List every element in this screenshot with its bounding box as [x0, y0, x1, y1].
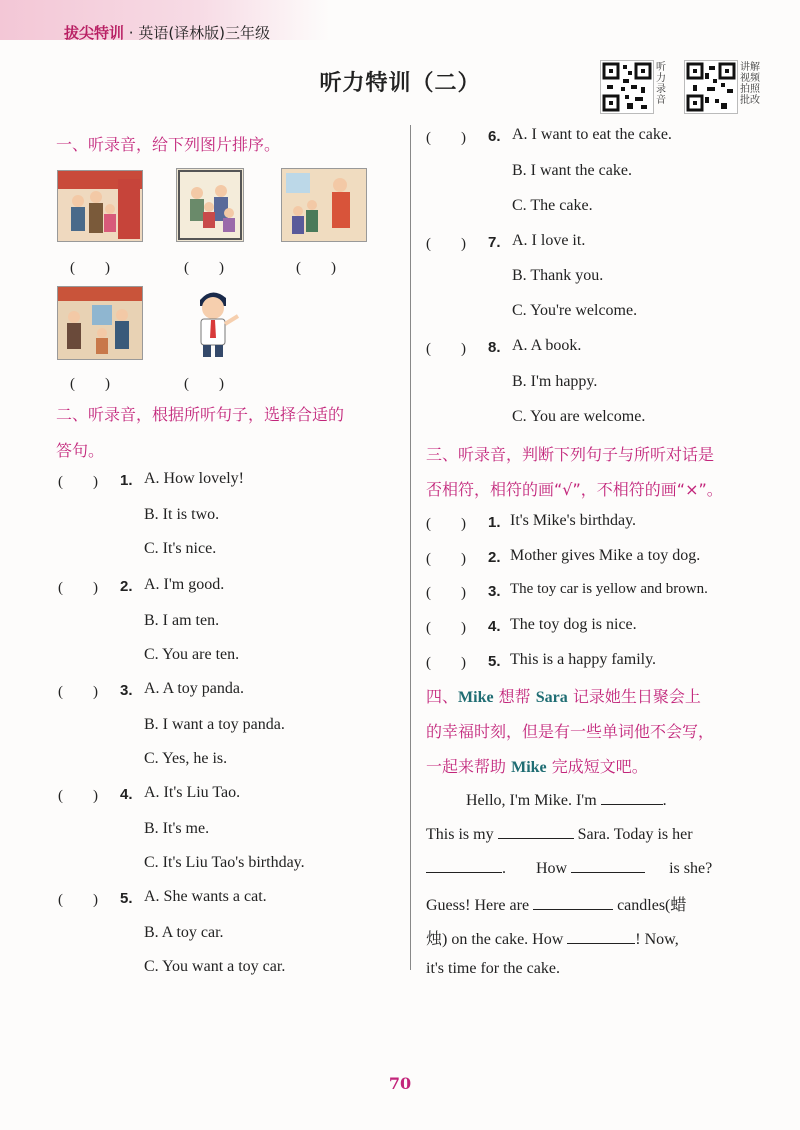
item-number: 3. — [488, 583, 501, 600]
section4-heading-part: 想帮 — [493, 687, 536, 706]
picture-family-street — [57, 170, 143, 242]
option-a: A. She wants a cat. — [144, 888, 267, 905]
question-number: 7. — [488, 234, 501, 251]
answer-paren[interactable]: ( ) — [58, 788, 98, 804]
picture-boy-pointing — [186, 286, 242, 358]
section2-heading: 二、听录音，根据所听句子，选择合适的 — [56, 405, 345, 424]
passage-line-4 — [426, 892, 686, 915]
option-b: B. I am ten. — [144, 612, 220, 629]
section4-heading-line2: 的幸福时刻，但是有一些单词他不会写， — [426, 722, 715, 741]
section4-heading-line3 — [426, 754, 648, 777]
answer-paren[interactable]: ( ) — [426, 620, 466, 636]
option-a: A. A book. — [512, 337, 582, 354]
passage-line-2 — [426, 824, 693, 844]
option-c: C. You're welcome. — [512, 302, 638, 319]
series-title — [64, 22, 270, 43]
section4-heading-part: 一起来帮助 — [426, 757, 512, 776]
qr-video-label: 讲解视频拍照批改 — [740, 62, 760, 106]
question-number: 6. — [488, 128, 501, 145]
answer-paren[interactable]: ( ) — [426, 236, 466, 252]
blank-6[interactable] — [567, 929, 635, 944]
option-a: A. How lovely! — [144, 470, 244, 487]
answer-paren[interactable]: ( ) — [58, 580, 98, 596]
answer-paren[interactable]: ( ) — [426, 130, 466, 146]
answer-paren-pic2[interactable]: ( ) — [184, 260, 224, 276]
option-a: A. I love it. — [512, 232, 586, 249]
name-sara: Sara — [535, 689, 568, 706]
blank-3[interactable] — [426, 858, 502, 873]
blank-2[interactable] — [498, 824, 574, 839]
passage-text: Hello, I'm Mike. I'm — [466, 792, 597, 809]
name-mike: Mike — [511, 759, 547, 776]
section4-heading — [426, 684, 701, 707]
answer-paren-pic1[interactable]: ( ) — [70, 260, 110, 276]
passage-line-3 — [426, 858, 712, 878]
passage-line-6: it's time for the cake. — [426, 960, 560, 977]
name-mike: Mike — [458, 689, 494, 706]
item-number: 1. — [488, 514, 501, 531]
option-a: A. I'm good. — [144, 576, 225, 593]
answer-paren-pic4[interactable]: ( ) — [70, 376, 110, 392]
option-c: C. It's Liu Tao's birthday. — [144, 854, 305, 871]
answer-paren[interactable]: ( ) — [58, 684, 98, 700]
answer-paren[interactable]: ( ) — [426, 655, 466, 671]
option-b: B. Thank you. — [512, 267, 604, 284]
picture-family-photo — [176, 168, 244, 242]
statement: This is a happy family. — [510, 651, 657, 668]
blank-5[interactable] — [533, 895, 613, 910]
statement: The toy dog is nice. — [510, 616, 637, 633]
section2-heading-cont: 答句。 — [56, 441, 105, 460]
option-a: A. It's Liu Tao. — [144, 784, 241, 801]
passage-text: Guess! Here are — [426, 897, 530, 914]
answer-paren-pic5[interactable]: ( ) — [184, 376, 224, 392]
qr-audio-label: 听力录音 — [656, 62, 666, 106]
qr-icon — [685, 61, 737, 113]
option-c: C. You are ten. — [144, 646, 240, 663]
series-brand: 拔尖特训 — [64, 24, 125, 42]
answer-paren[interactable]: ( ) — [426, 341, 466, 357]
answer-paren[interactable]: ( ) — [426, 516, 466, 532]
answer-paren[interactable]: ( ) — [426, 551, 466, 567]
page-title: 听力特训（二） — [319, 71, 481, 96]
picture-family-shop — [57, 286, 143, 360]
statement: The toy car is yellow and brown. — [510, 581, 708, 597]
passage-text: . — [662, 792, 667, 809]
section4-heading-part: 完成短文吧。 — [546, 757, 648, 776]
option-b: B. I want a toy panda. — [144, 716, 285, 733]
option-b: B. I want the cake. — [512, 162, 632, 179]
item-number: 4. — [488, 618, 501, 635]
option-b: B. It is two. — [144, 506, 220, 523]
passage-text: Sara. Today is her — [577, 826, 693, 843]
option-a: A. I want to eat the cake. — [512, 126, 672, 143]
statement: It's Mike's birthday. — [510, 512, 637, 529]
answer-paren[interactable]: ( ) — [58, 892, 98, 908]
question-number: 4. — [120, 786, 133, 803]
blank-4[interactable] — [571, 858, 645, 873]
question-number: 3. — [120, 682, 133, 699]
qr-icon — [601, 61, 653, 113]
qr-code-audio[interactable] — [600, 60, 654, 114]
passage-text: 烛) on the cake. How — [426, 931, 564, 948]
option-c: C. Yes, he is. — [144, 750, 228, 767]
option-b: B. I'm happy. — [512, 373, 598, 390]
section1-heading: 一、听录音，给下列图片排序。 — [56, 135, 281, 154]
statement: Mother gives Mike a toy dog. — [510, 547, 701, 564]
item-number: 2. — [488, 549, 501, 566]
option-c: C. The cake. — [512, 197, 593, 214]
answer-paren[interactable]: ( ) — [426, 585, 466, 601]
section4-heading-part: 记录她生日聚会上 — [567, 687, 701, 706]
question-number: 8. — [488, 339, 501, 356]
option-b: B. A toy car. — [144, 924, 224, 941]
passage-text: This is my — [426, 826, 494, 843]
option-c: C. It's nice. — [144, 540, 217, 557]
option-b: B. It's me. — [144, 820, 210, 837]
section4-number: 四、 — [426, 687, 459, 706]
option-c: C. You are welcome. — [512, 408, 646, 425]
passage-text: . — [502, 860, 506, 877]
page-number: 70 — [388, 1074, 412, 1093]
series-subtitle: · 英语(译林版)三年级 — [128, 24, 271, 42]
answer-paren[interactable]: ( ) — [58, 474, 98, 490]
qr-code-video[interactable] — [684, 60, 738, 114]
item-number: 5. — [488, 653, 501, 670]
question-number: 1. — [120, 472, 133, 489]
passage-text: is she? — [669, 860, 713, 877]
question-number: 2. — [120, 578, 133, 595]
option-a: A. A toy panda. — [144, 680, 244, 697]
passage-text: How — [536, 860, 568, 877]
option-c: C. You want a toy car. — [144, 958, 286, 975]
section3-heading: 三、听录音，判断下列句子与所听对话是 — [426, 445, 715, 464]
passage-text: ! Now, — [635, 931, 679, 948]
column-divider — [410, 125, 411, 970]
passage-line-1 — [466, 790, 667, 810]
question-number: 5. — [120, 890, 133, 907]
passage-line-5 — [426, 926, 679, 949]
blank-1[interactable] — [601, 790, 663, 805]
section3-heading-cont: 否相符，相符的画“√”，不相符的画“×”。 — [426, 480, 723, 499]
answer-paren-pic3[interactable]: ( ) — [296, 260, 336, 276]
picture-family-home — [281, 168, 367, 242]
passage-text: candles(蜡 — [617, 897, 687, 914]
